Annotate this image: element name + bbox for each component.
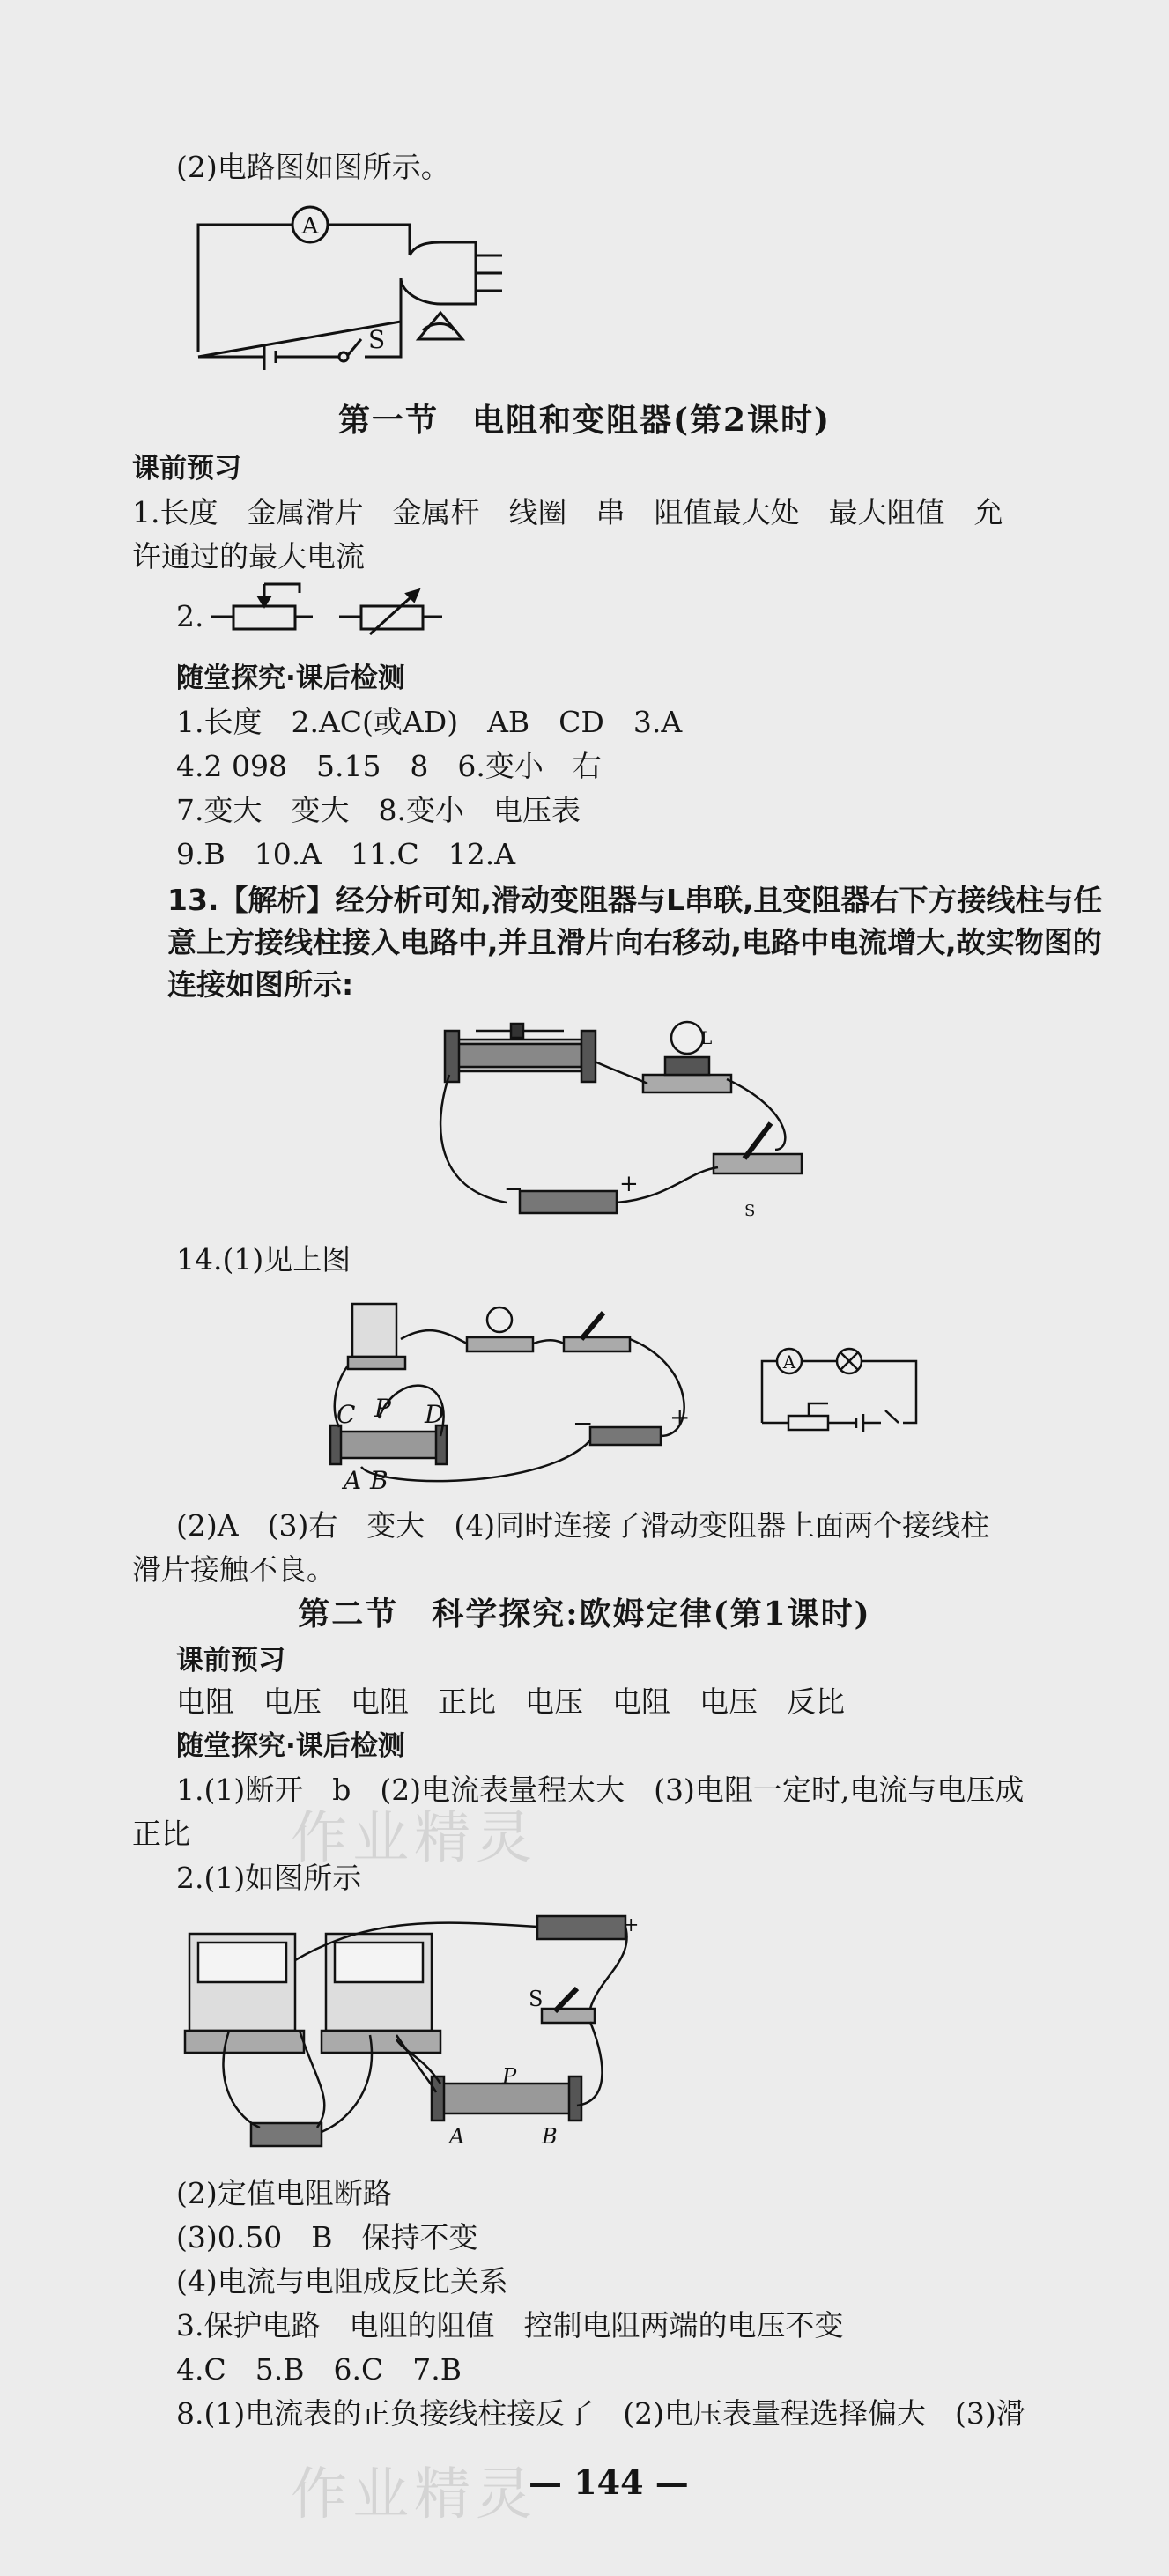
- battery-minus-label: −: [573, 1409, 594, 1438]
- battery-plus-label: +: [623, 1914, 640, 1936]
- slider-p-label: P: [502, 2064, 517, 2089]
- battery-plus-label: +: [619, 1171, 639, 1197]
- terminal-a-label: A: [344, 1466, 362, 1495]
- text-line: 7.变大 变大 8.变小 电压表: [176, 793, 581, 827]
- text-line: 滑片接触不良。: [132, 1552, 336, 1587]
- terminal-c-label: C: [337, 1400, 356, 1429]
- subheading: 随堂探究·课后检测: [176, 1730, 405, 1762]
- text-line: 14.(1)见上图: [176, 1242, 351, 1277]
- experiment-circuit: [176, 1907, 640, 2163]
- text-line: 3.保护电路 电阻的阻值 控制电阻两端的电压不变: [176, 2308, 844, 2343]
- text-line: 正比: [132, 1817, 190, 1851]
- ammeter-label: A: [782, 1351, 796, 1373]
- circuit-diagram-1: [185, 189, 573, 374]
- terminal-b-label: B: [370, 1466, 388, 1495]
- text-line: 2.: [176, 599, 204, 633]
- text-line: (2)定值电阻断路: [176, 2176, 392, 2210]
- text-line: 4.2 098 5.15 8 6.变小 右: [176, 749, 602, 783]
- text-line: (2)电路图如图所示。: [176, 150, 450, 184]
- terminal-d-label: D: [425, 1400, 445, 1429]
- text-line: 1.长度 金属滑片 金属杆 线圈 串 阻值最大处 最大阻值 允: [132, 495, 1003, 529]
- text-line: (3)0.50 B 保持不变: [176, 2220, 478, 2254]
- rheostat-symbols: [211, 580, 449, 641]
- text-line: 8.(1)电流表的正负接线柱接反了 (2)电压表量程选择偏大 (3)滑: [176, 2396, 1025, 2431]
- subheading: 随堂探究·课后检测: [176, 663, 405, 694]
- watermark: 作业精灵: [291, 2462, 537, 2528]
- section-title: 第一节 电阻和变阻器(第2课时): [337, 402, 832, 439]
- text-line: 电阻 电压 电阻 正比 电压 电阻 电压 反比: [176, 1684, 845, 1719]
- subheading: 课前预习: [176, 1645, 285, 1677]
- text-line: 1.长度 2.AC(或AD) AB CD 3.A: [176, 705, 683, 739]
- page-number: — 144 —: [529, 2462, 689, 2502]
- battery-plus-label: +: [670, 1403, 691, 1432]
- text-line: 1.(1)断开 b (2)电流表量程太大 (3)电阻一定时,电流与电压成: [176, 1773, 1025, 1807]
- text-line: 2.(1)如图所示: [176, 1861, 362, 1895]
- switch-label: S: [529, 1987, 544, 2011]
- text-line: 4.C 5.B 6.C 7.B: [176, 2352, 462, 2387]
- section-title: 第二节 科学探究:欧姆定律(第1课时): [298, 1595, 871, 1632]
- circuit-diagram-2: [758, 1335, 925, 1440]
- text-line: (2)A (3)右 变大 (4)同时连接了滑动变阻器上面两个接线柱: [176, 1508, 990, 1543]
- physical-circuit-2: [326, 1286, 705, 1506]
- terminal-a-label: A: [449, 2124, 465, 2149]
- text-line: (4)电流与电阻成反比关系: [176, 2264, 508, 2298]
- slider-p-label: P: [374, 1394, 391, 1423]
- text-line: 许通过的最大电流: [132, 539, 365, 574]
- explanation-paragraph: 13.【解析】经分析可知,滑动变阻器与L串联,且变阻器右下方接线柱与任意上方接线柱接入电路中,并且滑片向右移动,电路中电流增大,故实物图的连接如图所示:: [167, 883, 1103, 1002]
- watermark: 作业精灵: [291, 1806, 537, 1871]
- text-line: 9.B 10.A 11.C 12.A: [176, 837, 516, 871]
- switch-label: S: [744, 1202, 756, 1220]
- physical-circuit-1: [423, 1004, 828, 1233]
- subheading: 课前预习: [132, 453, 241, 485]
- terminal-b-label: B: [542, 2124, 558, 2149]
- ammeter-label: A: [301, 213, 319, 240]
- switch-label: S: [368, 325, 386, 354]
- battery-minus-label: −: [504, 1176, 523, 1203]
- lamp-label: L: [700, 1027, 713, 1048]
